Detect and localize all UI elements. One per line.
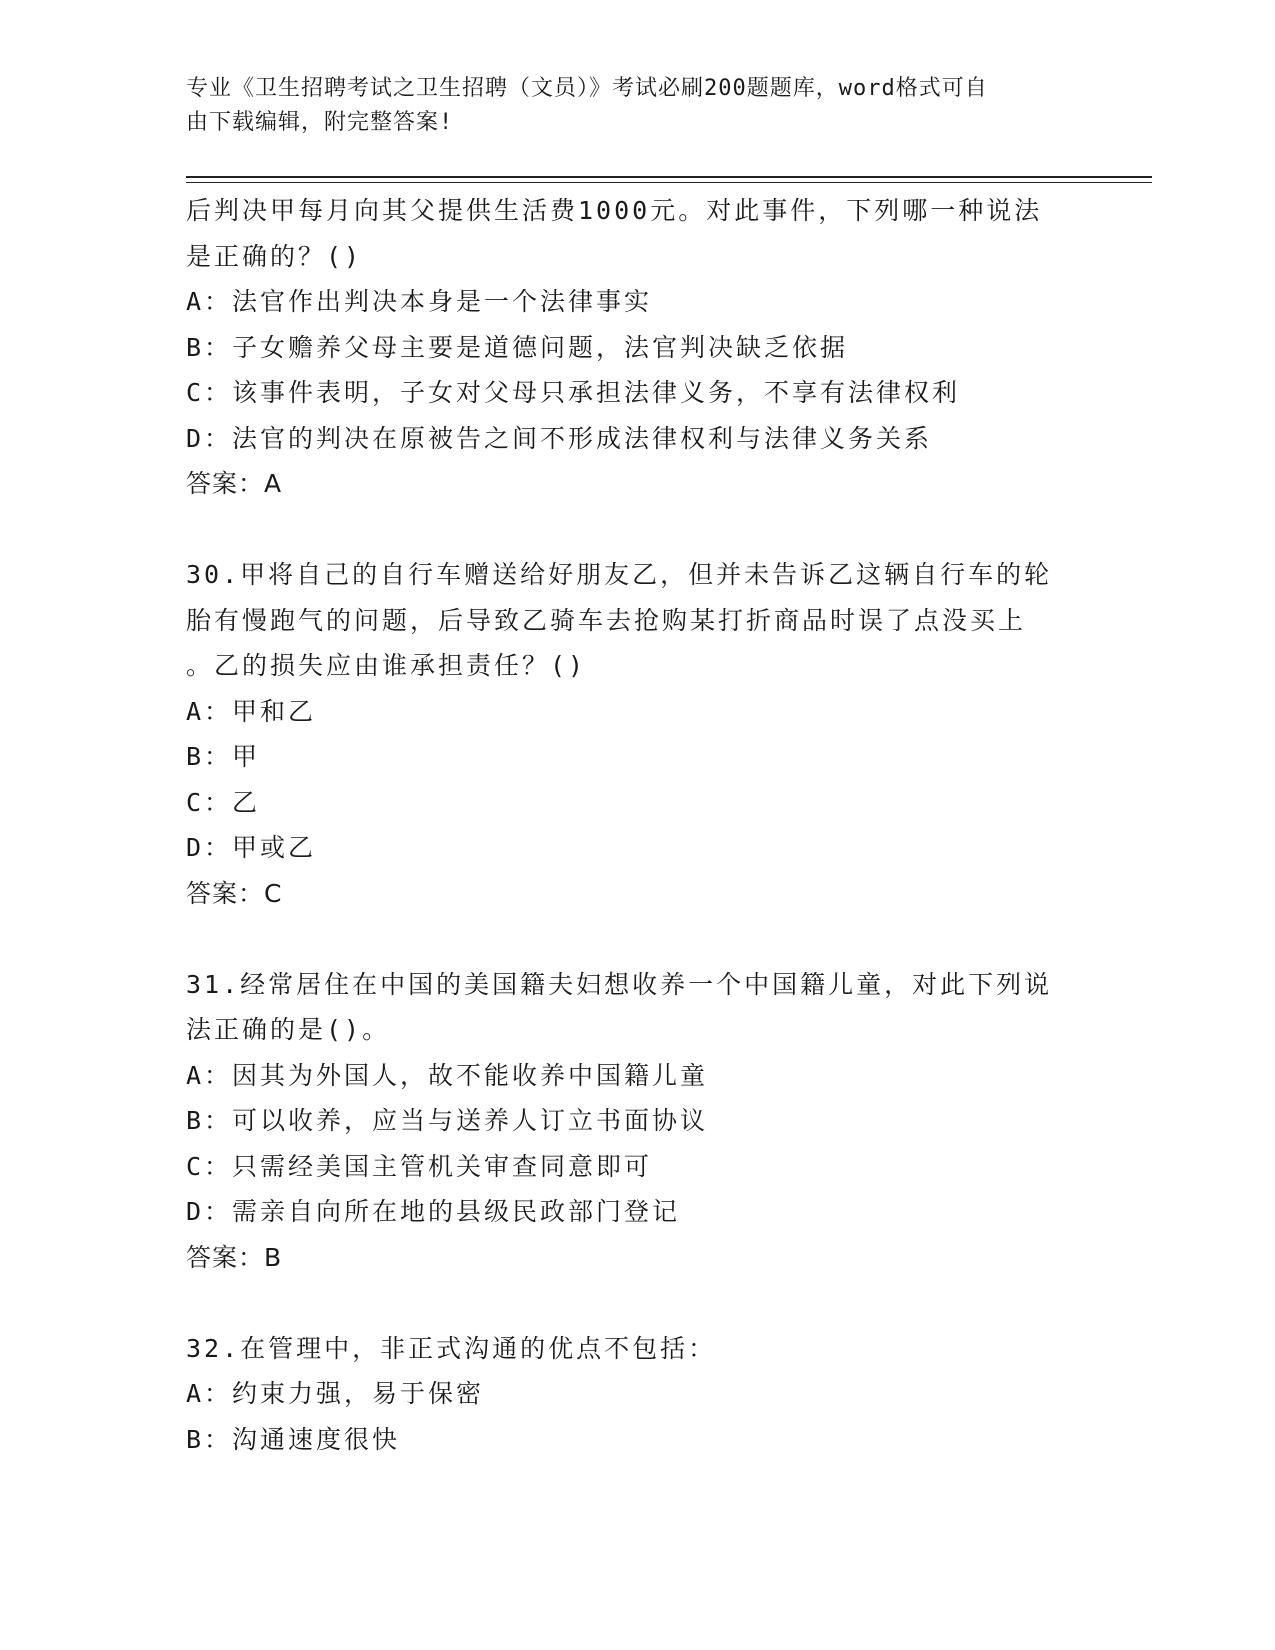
header-line-1: 专业《卫生招聘考试之卫生招聘（文员）》考试必刷200题题库，word格式可自: [186, 76, 988, 101]
question-stem: 法正确的是()。: [186, 1015, 391, 1044]
question-stem: 30.甲将自己的自行车赠送给好朋友乙，但并未告诉乙这辆自行车的轮: [186, 560, 1053, 589]
option-b: B：甲: [186, 742, 261, 771]
option-c: C：乙: [186, 787, 261, 817]
answer-label: 答案：C: [186, 878, 283, 908]
question-29: [186, 188, 1086, 507]
spacer: [186, 1280, 1086, 1326]
document-header: [186, 72, 1086, 140]
header-line-2: 由下载编辑，附完整答案!: [186, 110, 454, 135]
header-divider-thick: [186, 176, 1152, 178]
answer-label: 答案：A: [186, 469, 283, 498]
option-a: A：甲和乙: [186, 696, 317, 726]
question-stem: 胎有慢跑气的问题，后导致乙骑车去抢购某打折商品时误了点没买上: [186, 605, 1027, 635]
option-c: C：该事件表明，子女对父母只承担法律义务，不享有法律权利: [186, 378, 961, 407]
question-list: [186, 188, 1086, 1462]
question-stem: 。乙的损失应由谁承担责任？(): [186, 651, 587, 680]
question-31: [186, 962, 1086, 1281]
question-stem: 后判决甲每月向其父提供生活费1000元。对此事件，下列哪一种说法: [186, 196, 1043, 225]
option-b: B：可以收养，应当与送养人订立书面协议: [186, 1106, 709, 1135]
option-b: B：子女赡养父母主要是道德问题，法官判决缺乏依据: [186, 332, 849, 362]
option-a: A：约束力强，易于保密: [186, 1379, 485, 1408]
option-d: D：法官的判决在原被告之间不形成法律权利与法律义务关系: [186, 423, 933, 453]
answer-label: 答案：B: [186, 1242, 283, 1272]
option-a: A：因其为外国人，故不能收养中国籍儿童: [186, 1060, 709, 1090]
option-c: C：只需经美国主管机关审查同意即可: [186, 1151, 653, 1181]
question-stem: 31.经常居住在中国的美国籍夫妇想收养一个中国籍儿童，对此下列说: [186, 969, 1053, 999]
document-page: [186, 0, 1156, 1650]
question-stem: 32.在管理中，非正式沟通的优点不包括：: [186, 1333, 717, 1363]
spacer: [186, 916, 1086, 962]
spacer: [186, 507, 1086, 553]
option-b: B：沟通速度很快: [186, 1424, 401, 1454]
option-d: D：需亲自向所在地的县级民政部门登记: [186, 1197, 681, 1226]
question-stem: 是正确的？(): [186, 241, 363, 271]
question-32: [186, 1326, 1086, 1463]
question-30: [186, 552, 1086, 916]
option-d: D：甲或乙: [186, 833, 317, 862]
header-divider-thin: [186, 182, 1152, 183]
option-a: A：法官作出判决本身是一个法律事实: [186, 287, 653, 316]
